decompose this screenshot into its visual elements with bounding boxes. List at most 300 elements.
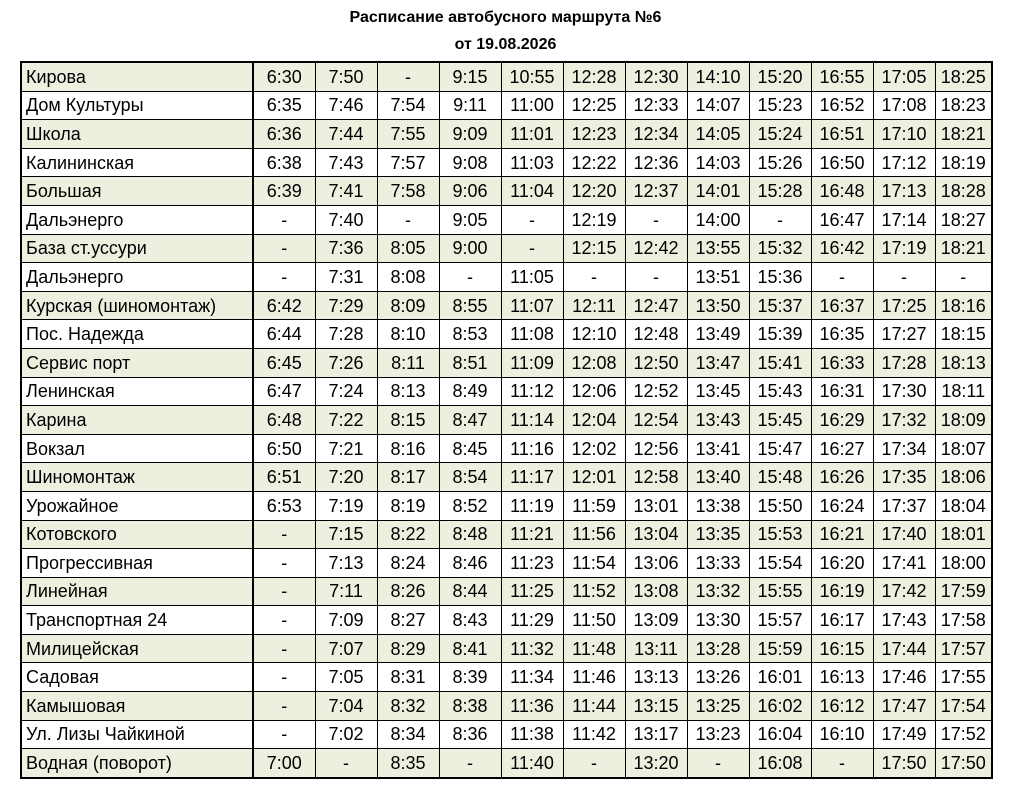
stop-name-cell: Водная (поворот) xyxy=(21,749,253,778)
table-row xyxy=(21,663,992,692)
departure-time-cell: 17:50 xyxy=(873,749,935,778)
stop-name-cell: Вокзал xyxy=(21,434,253,463)
departure-time-cell: 15:20 xyxy=(749,62,811,91)
departure-time-cell: 15:55 xyxy=(749,577,811,606)
departure-time-cell: 16:35 xyxy=(811,320,873,349)
departure-time-cell: 13:50 xyxy=(687,291,749,320)
departure-time-cell: 8:51 xyxy=(439,348,501,377)
departure-time-cell: 12:34 xyxy=(625,120,687,149)
departure-time-cell: 11:01 xyxy=(501,120,563,149)
stop-name-cell: Милицейская xyxy=(21,634,253,663)
departure-time-cell: 15:36 xyxy=(749,263,811,292)
departure-time-cell: 18:28 xyxy=(935,177,992,206)
departure-time-cell: 17:55 xyxy=(935,663,992,692)
departure-time-cell: 16:20 xyxy=(811,549,873,578)
departure-time-cell: 9:06 xyxy=(439,177,501,206)
departure-time-cell: 6:51 xyxy=(253,463,315,492)
departure-time-cell: 12:56 xyxy=(625,434,687,463)
table-row xyxy=(21,577,992,606)
departure-time-cell: 8:44 xyxy=(439,577,501,606)
departure-time-cell: 12:52 xyxy=(625,377,687,406)
departure-time-cell: 8:41 xyxy=(439,634,501,663)
departure-time-cell: 15:43 xyxy=(749,377,811,406)
table-row xyxy=(21,520,992,549)
departure-time-cell: 15:45 xyxy=(749,406,811,435)
departure-time-cell: 8:36 xyxy=(439,720,501,749)
departure-time-cell: 17:42 xyxy=(873,577,935,606)
departure-time-cell: 11:54 xyxy=(563,549,625,578)
departure-time-cell: 15:59 xyxy=(749,634,811,663)
departure-time-cell: 12:30 xyxy=(625,62,687,91)
departure-time-cell: 7:55 xyxy=(377,120,439,149)
departure-time-cell: 17:59 xyxy=(935,577,992,606)
departure-time-cell: 11:25 xyxy=(501,577,563,606)
departure-time-cell: 17:05 xyxy=(873,62,935,91)
departure-time-cell: 12:20 xyxy=(563,177,625,206)
schedule-body xyxy=(21,62,992,778)
stop-name-cell: Прогрессивная xyxy=(21,549,253,578)
departure-time-cell: - xyxy=(253,663,315,692)
departure-time-cell: 8:09 xyxy=(377,291,439,320)
departure-time-cell: 16:37 xyxy=(811,291,873,320)
departure-time-cell: 11:07 xyxy=(501,291,563,320)
stop-name-cell: Шиномонтаж xyxy=(21,463,253,492)
departure-time-cell: 6:47 xyxy=(253,377,315,406)
page-title: Расписание автобусного маршрута №6 xyxy=(349,9,662,26)
departure-time-cell: 16:55 xyxy=(811,62,873,91)
departure-time-cell: 13:55 xyxy=(687,234,749,263)
departure-time-cell: 8:48 xyxy=(439,520,501,549)
departure-time-cell: 12:15 xyxy=(563,234,625,263)
departure-time-cell: 7:00 xyxy=(253,749,315,778)
departure-time-cell: - xyxy=(377,62,439,91)
departure-time-cell: 16:52 xyxy=(811,91,873,120)
departure-time-cell: 7:20 xyxy=(315,463,377,492)
departure-time-cell: 9:05 xyxy=(439,205,501,234)
departure-time-cell: 15:47 xyxy=(749,434,811,463)
departure-time-cell: 13:01 xyxy=(625,491,687,520)
departure-time-cell: 6:30 xyxy=(253,62,315,91)
departure-time-cell: 13:08 xyxy=(625,577,687,606)
departure-time-cell: 13:49 xyxy=(687,320,749,349)
departure-time-cell: 13:45 xyxy=(687,377,749,406)
departure-time-cell: 9:15 xyxy=(439,62,501,91)
departure-time-cell: 8:45 xyxy=(439,434,501,463)
departure-time-cell: - xyxy=(563,263,625,292)
departure-time-cell: 14:07 xyxy=(687,91,749,120)
stop-name-cell: Кирова xyxy=(21,62,253,91)
departure-time-cell: 13:35 xyxy=(687,520,749,549)
departure-time-cell: - xyxy=(811,263,873,292)
departure-time-cell: 8:22 xyxy=(377,520,439,549)
departure-time-cell: 12:01 xyxy=(563,463,625,492)
departure-time-cell: - xyxy=(315,749,377,778)
departure-time-cell: 12:06 xyxy=(563,377,625,406)
departure-time-cell: 8:05 xyxy=(377,234,439,263)
departure-time-cell: - xyxy=(563,749,625,778)
departure-time-cell: 15:24 xyxy=(749,120,811,149)
departure-time-cell: 11:38 xyxy=(501,720,563,749)
departure-time-cell: 16:33 xyxy=(811,348,873,377)
departure-time-cell: 15:32 xyxy=(749,234,811,263)
departure-time-cell: 15:54 xyxy=(749,549,811,578)
departure-time-cell: 11:09 xyxy=(501,348,563,377)
stop-name-cell: Дальэнерго xyxy=(21,205,253,234)
departure-time-cell: 6:39 xyxy=(253,177,315,206)
departure-time-cell: 17:58 xyxy=(935,606,992,635)
departure-time-cell: 18:13 xyxy=(935,348,992,377)
departure-time-cell: 7:11 xyxy=(315,577,377,606)
departure-time-cell: 13:13 xyxy=(625,663,687,692)
departure-time-cell: 7:43 xyxy=(315,148,377,177)
departure-time-cell: - xyxy=(253,577,315,606)
departure-time-cell: 16:26 xyxy=(811,463,873,492)
departure-time-cell: 15:23 xyxy=(749,91,811,120)
departure-time-cell: 8:26 xyxy=(377,577,439,606)
departure-time-cell: 11:40 xyxy=(501,749,563,778)
departure-time-cell: 15:41 xyxy=(749,348,811,377)
departure-time-cell: 17:44 xyxy=(873,634,935,663)
departure-time-cell: 18:11 xyxy=(935,377,992,406)
departure-time-cell: 11:42 xyxy=(563,720,625,749)
departure-time-cell: 8:52 xyxy=(439,491,501,520)
departure-time-cell: 7:02 xyxy=(315,720,377,749)
departure-time-cell: 7:40 xyxy=(315,205,377,234)
departure-time-cell: 7:04 xyxy=(315,692,377,721)
stop-name-cell: Курская (шиномонтаж) xyxy=(21,291,253,320)
departure-time-cell: 11:12 xyxy=(501,377,563,406)
departure-time-cell: 13:32 xyxy=(687,577,749,606)
departure-time-cell: 12:04 xyxy=(563,406,625,435)
table-row xyxy=(21,120,992,149)
departure-time-cell: 11:32 xyxy=(501,634,563,663)
departure-time-cell: 8:32 xyxy=(377,692,439,721)
departure-time-cell: 13:25 xyxy=(687,692,749,721)
departure-time-cell: 17:27 xyxy=(873,320,935,349)
departure-time-cell: 18:07 xyxy=(935,434,992,463)
departure-time-cell: 7:29 xyxy=(315,291,377,320)
departure-time-cell: 17:28 xyxy=(873,348,935,377)
departure-time-cell: 13:15 xyxy=(625,692,687,721)
departure-time-cell: - xyxy=(253,205,315,234)
departure-time-cell: 7:41 xyxy=(315,177,377,206)
table-row xyxy=(21,491,992,520)
departure-time-cell: 6:50 xyxy=(253,434,315,463)
departure-time-cell: 11:46 xyxy=(563,663,625,692)
table-row xyxy=(21,177,992,206)
departure-time-cell: 17:08 xyxy=(873,91,935,120)
departure-time-cell: 8:46 xyxy=(439,549,501,578)
departure-time-cell: 7:31 xyxy=(315,263,377,292)
stop-name-cell: Карина xyxy=(21,406,253,435)
departure-time-cell: 13:41 xyxy=(687,434,749,463)
stop-name-cell: Сервис порт xyxy=(21,348,253,377)
departure-time-cell: 17:10 xyxy=(873,120,935,149)
departure-time-cell: - xyxy=(253,520,315,549)
table-row xyxy=(21,205,992,234)
stop-name-cell: Школа xyxy=(21,120,253,149)
stop-name-cell: Калининская xyxy=(21,148,253,177)
departure-time-cell: 13:38 xyxy=(687,491,749,520)
departure-time-cell: - xyxy=(377,205,439,234)
departure-time-cell: 13:30 xyxy=(687,606,749,635)
departure-time-cell: 8:15 xyxy=(377,406,439,435)
departure-time-cell: 18:19 xyxy=(935,148,992,177)
departure-time-cell: 7:19 xyxy=(315,491,377,520)
departure-time-cell: 11:59 xyxy=(563,491,625,520)
departure-time-cell: 11:29 xyxy=(501,606,563,635)
table-row xyxy=(21,377,992,406)
departure-time-cell: 17:35 xyxy=(873,463,935,492)
departure-time-cell: 10:55 xyxy=(501,62,563,91)
departure-time-cell: - xyxy=(253,263,315,292)
departure-time-cell: 11:48 xyxy=(563,634,625,663)
stop-name-cell: Камышовая xyxy=(21,692,253,721)
departure-time-cell: 17:41 xyxy=(873,549,935,578)
departure-time-cell: 14:03 xyxy=(687,148,749,177)
stop-name-cell: Линейная xyxy=(21,577,253,606)
departure-time-cell: 8:47 xyxy=(439,406,501,435)
departure-time-cell: 13:47 xyxy=(687,348,749,377)
departure-time-cell: 17:32 xyxy=(873,406,935,435)
departure-time-cell: 17:13 xyxy=(873,177,935,206)
departure-time-cell: 13:33 xyxy=(687,549,749,578)
table-row xyxy=(21,62,992,91)
departure-time-cell: 11:50 xyxy=(563,606,625,635)
departure-time-cell: 7:24 xyxy=(315,377,377,406)
departure-time-cell: 12:02 xyxy=(563,434,625,463)
stop-name-cell: Ленинская xyxy=(21,377,253,406)
departure-time-cell: 18:27 xyxy=(935,205,992,234)
departure-time-cell: 11:05 xyxy=(501,263,563,292)
departure-time-cell: 8:08 xyxy=(377,263,439,292)
departure-time-cell: 18:23 xyxy=(935,91,992,120)
departure-time-cell: 18:21 xyxy=(935,120,992,149)
departure-time-cell: 8:49 xyxy=(439,377,501,406)
departure-time-cell: 15:57 xyxy=(749,606,811,635)
table-row xyxy=(21,148,992,177)
departure-time-cell: 8:55 xyxy=(439,291,501,320)
table-row xyxy=(21,749,992,778)
table-row xyxy=(21,463,992,492)
departure-time-cell: 12:11 xyxy=(563,291,625,320)
departure-time-cell: - xyxy=(439,749,501,778)
departure-time-cell: - xyxy=(253,692,315,721)
departure-time-cell: 6:48 xyxy=(253,406,315,435)
departure-time-cell: - xyxy=(501,234,563,263)
departure-time-cell: 13:09 xyxy=(625,606,687,635)
departure-time-cell: 16:02 xyxy=(749,692,811,721)
departure-time-cell: - xyxy=(253,549,315,578)
stop-name-cell: Урожайное xyxy=(21,491,253,520)
departure-time-cell: 8:53 xyxy=(439,320,501,349)
stop-name-cell: База ст.уссури xyxy=(21,234,253,263)
departure-time-cell: 11:16 xyxy=(501,434,563,463)
departure-time-cell: 7:15 xyxy=(315,520,377,549)
departure-time-cell: 15:53 xyxy=(749,520,811,549)
departure-time-cell: 16:01 xyxy=(749,663,811,692)
departure-time-cell: 13:04 xyxy=(625,520,687,549)
stop-name-cell: Транспортная 24 xyxy=(21,606,253,635)
departure-time-cell: 17:50 xyxy=(935,749,992,778)
departure-time-cell: 12:25 xyxy=(563,91,625,120)
departure-time-cell: 17:40 xyxy=(873,520,935,549)
departure-time-cell: 12:08 xyxy=(563,348,625,377)
departure-time-cell: 8:31 xyxy=(377,663,439,692)
departure-time-cell: 13:23 xyxy=(687,720,749,749)
departure-time-cell: 13:40 xyxy=(687,463,749,492)
departure-time-cell: 9:09 xyxy=(439,120,501,149)
departure-time-cell: 11:08 xyxy=(501,320,563,349)
departure-time-cell: 15:28 xyxy=(749,177,811,206)
departure-time-cell: 8:27 xyxy=(377,606,439,635)
departure-time-cell: 12:58 xyxy=(625,463,687,492)
table-row xyxy=(21,406,992,435)
departure-time-cell: 12:28 xyxy=(563,62,625,91)
departure-time-cell: 12:10 xyxy=(563,320,625,349)
departure-time-cell: 16:17 xyxy=(811,606,873,635)
table-row xyxy=(21,91,992,120)
departure-time-cell: 16:47 xyxy=(811,205,873,234)
departure-time-cell: 16:19 xyxy=(811,577,873,606)
departure-time-cell: 6:35 xyxy=(253,91,315,120)
departure-time-cell: 12:19 xyxy=(563,205,625,234)
departure-time-cell: 18:00 xyxy=(935,549,992,578)
departure-time-cell: 17:43 xyxy=(873,606,935,635)
departure-time-cell: 7:58 xyxy=(377,177,439,206)
departure-time-cell: 12:54 xyxy=(625,406,687,435)
departure-time-cell: 12:36 xyxy=(625,148,687,177)
departure-time-cell: 6:38 xyxy=(253,148,315,177)
departure-time-cell: - xyxy=(439,263,501,292)
departure-time-cell: 6:53 xyxy=(253,491,315,520)
departure-time-cell: 11:56 xyxy=(563,520,625,549)
departure-time-cell: 7:28 xyxy=(315,320,377,349)
departure-time-cell: 11:23 xyxy=(501,549,563,578)
departure-time-cell: 11:44 xyxy=(563,692,625,721)
departure-time-cell: 16:15 xyxy=(811,634,873,663)
departure-time-cell: 15:50 xyxy=(749,491,811,520)
departure-time-cell: 7:54 xyxy=(377,91,439,120)
departure-time-cell: 13:20 xyxy=(625,749,687,778)
departure-time-cell: 11:00 xyxy=(501,91,563,120)
departure-time-cell: 16:42 xyxy=(811,234,873,263)
departure-time-cell: 6:42 xyxy=(253,291,315,320)
departure-time-cell: 6:44 xyxy=(253,320,315,349)
departure-time-cell: 16:48 xyxy=(811,177,873,206)
departure-time-cell: - xyxy=(749,205,811,234)
table-row xyxy=(21,720,992,749)
table-row xyxy=(21,263,992,292)
departure-time-cell: 6:36 xyxy=(253,120,315,149)
departure-time-cell: 15:37 xyxy=(749,291,811,320)
departure-time-cell: 11:52 xyxy=(563,577,625,606)
departure-time-cell: 8:16 xyxy=(377,434,439,463)
departure-time-cell: 16:13 xyxy=(811,663,873,692)
departure-time-cell: 17:30 xyxy=(873,377,935,406)
stop-name-cell: Ул. Лизы Чайкиной xyxy=(21,720,253,749)
departure-time-cell: 12:37 xyxy=(625,177,687,206)
departure-time-cell: 14:05 xyxy=(687,120,749,149)
departure-time-cell: 13:06 xyxy=(625,549,687,578)
departure-time-cell: - xyxy=(687,749,749,778)
departure-time-cell: - xyxy=(625,263,687,292)
stop-name-cell: Большая xyxy=(21,177,253,206)
departure-time-cell: 12:33 xyxy=(625,91,687,120)
departure-time-cell: 11:19 xyxy=(501,491,563,520)
departure-time-cell: 16:10 xyxy=(811,720,873,749)
departure-time-cell: 7:21 xyxy=(315,434,377,463)
departure-time-cell: 13:51 xyxy=(687,263,749,292)
departure-time-cell: 7:50 xyxy=(315,62,377,91)
departure-time-cell: 17:47 xyxy=(873,692,935,721)
departure-time-cell: 14:00 xyxy=(687,205,749,234)
departure-time-cell: 12:47 xyxy=(625,291,687,320)
departure-time-cell: 16:29 xyxy=(811,406,873,435)
departure-time-cell: 16:24 xyxy=(811,491,873,520)
departure-time-cell: 18:01 xyxy=(935,520,992,549)
departure-time-cell: 16:50 xyxy=(811,148,873,177)
departure-time-cell: 8:39 xyxy=(439,663,501,692)
departure-time-cell: 14:01 xyxy=(687,177,749,206)
table-row xyxy=(21,234,992,263)
departure-time-cell: 8:10 xyxy=(377,320,439,349)
departure-time-cell: 8:34 xyxy=(377,720,439,749)
departure-time-cell: 9:08 xyxy=(439,148,501,177)
departure-time-cell: 17:37 xyxy=(873,491,935,520)
departure-time-cell: 16:08 xyxy=(749,749,811,778)
departure-time-cell: - xyxy=(253,634,315,663)
departure-time-cell: 11:17 xyxy=(501,463,563,492)
page-header xyxy=(0,4,1011,58)
departure-time-cell: 17:52 xyxy=(935,720,992,749)
departure-time-cell: 7:46 xyxy=(315,91,377,120)
departure-time-cell: 17:34 xyxy=(873,434,935,463)
departure-time-cell: - xyxy=(253,234,315,263)
departure-time-cell: - xyxy=(253,720,315,749)
table-row xyxy=(21,291,992,320)
departure-time-cell: 7:09 xyxy=(315,606,377,635)
departure-time-cell: 18:04 xyxy=(935,491,992,520)
departure-time-cell: 16:12 xyxy=(811,692,873,721)
departure-time-cell: 13:28 xyxy=(687,634,749,663)
departure-time-cell: 7:57 xyxy=(377,148,439,177)
departure-time-cell: 12:42 xyxy=(625,234,687,263)
departure-time-cell: 7:26 xyxy=(315,348,377,377)
departure-time-cell: - xyxy=(253,606,315,635)
departure-time-cell: 16:51 xyxy=(811,120,873,149)
departure-time-cell: 18:15 xyxy=(935,320,992,349)
stop-name-cell: Котовского xyxy=(21,520,253,549)
departure-time-cell: 17:46 xyxy=(873,663,935,692)
departure-time-cell: 11:04 xyxy=(501,177,563,206)
departure-time-cell: 11:14 xyxy=(501,406,563,435)
departure-time-cell: 17:57 xyxy=(935,634,992,663)
departure-time-cell: 16:21 xyxy=(811,520,873,549)
departure-time-cell: 8:54 xyxy=(439,463,501,492)
departure-time-cell: 17:54 xyxy=(935,692,992,721)
departure-time-cell: 7:36 xyxy=(315,234,377,263)
departure-time-cell: 8:19 xyxy=(377,491,439,520)
departure-time-cell: 15:48 xyxy=(749,463,811,492)
departure-time-cell: 11:03 xyxy=(501,148,563,177)
departure-time-cell: 7:05 xyxy=(315,663,377,692)
departure-time-cell: - xyxy=(811,749,873,778)
departure-time-cell: - xyxy=(935,263,992,292)
departure-time-cell: 13:17 xyxy=(625,720,687,749)
departure-time-cell: 12:48 xyxy=(625,320,687,349)
departure-time-cell: 14:10 xyxy=(687,62,749,91)
